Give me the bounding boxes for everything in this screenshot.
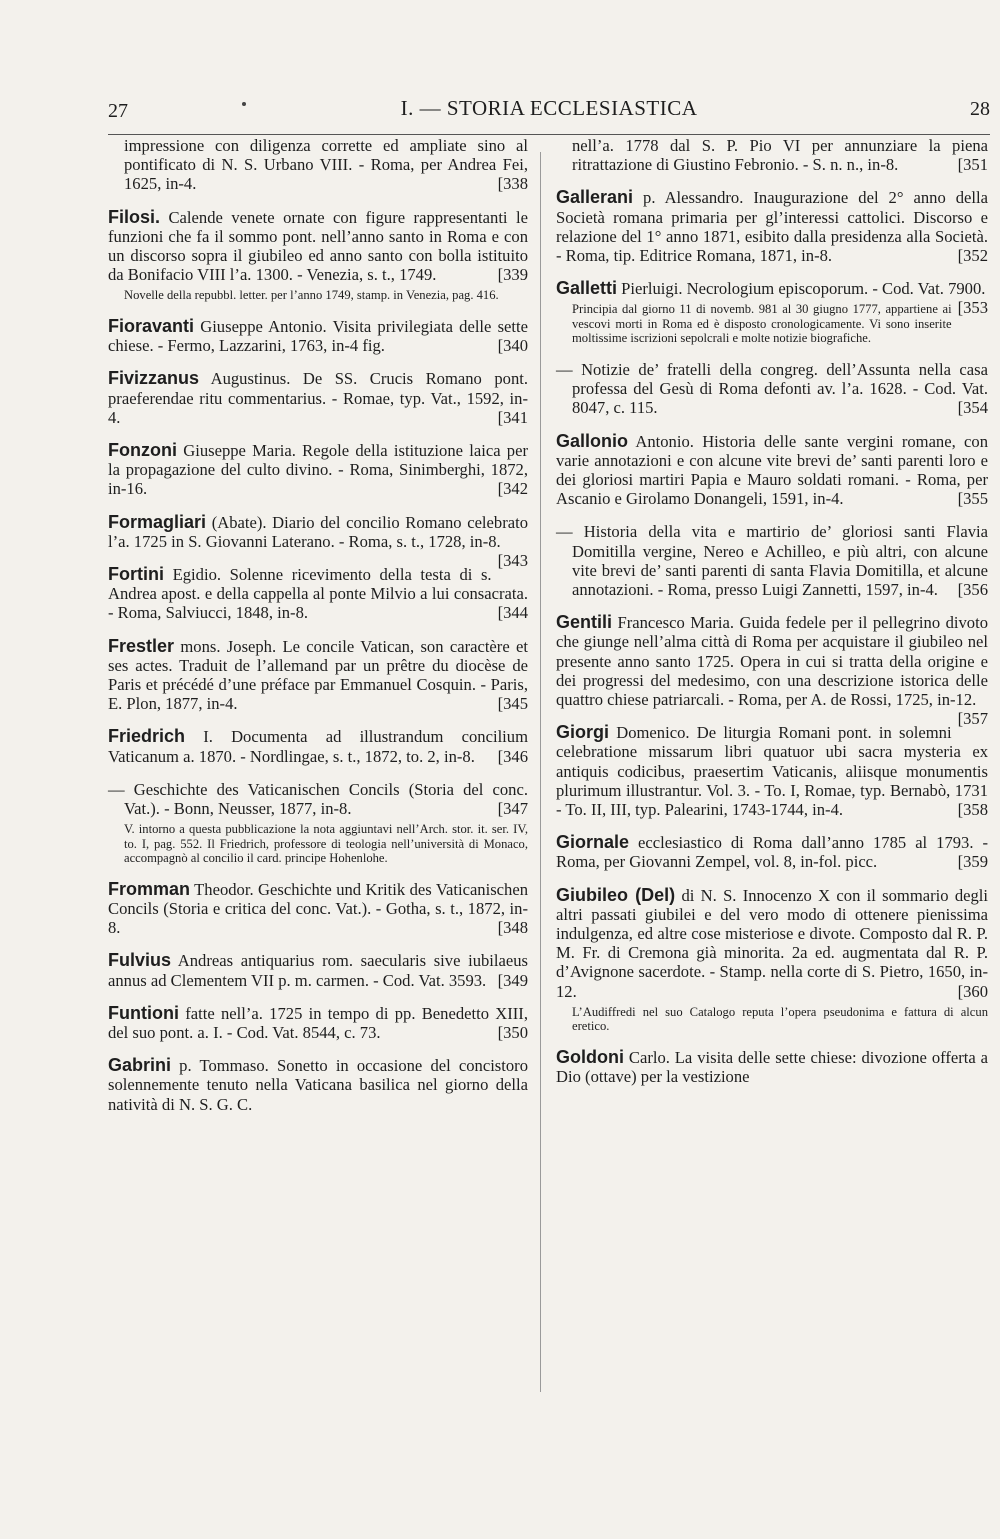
bibliography-entry bbox=[108, 136, 528, 194]
entry-number: [358 bbox=[957, 799, 988, 819]
bibliography-entry bbox=[556, 136, 988, 174]
header-rule bbox=[108, 134, 990, 135]
entry-text: fatte nell’a. 1725 in tempo di pp. Benedetto XIII, del suo pont. a. I. - Cod. Vat. 8544, c. 73. bbox=[108, 1003, 528, 1042]
entry-number: [357 bbox=[957, 709, 988, 729]
entry-text: Theodor. Geschichte und Kritik des Vaticanischen Concils (Storia e critica del conc. Vat.). - Gotha, s. t., 1872, in-8. bbox=[108, 879, 528, 938]
left-page-number: 27 bbox=[108, 100, 128, 122]
entry-number: [347 bbox=[497, 798, 528, 818]
bibliography-entry bbox=[108, 637, 528, 714]
entry-heading: Giubileo (Del) bbox=[556, 884, 676, 905]
entry-number: [359 bbox=[957, 852, 988, 872]
entry-footnote: Principia dal giorno 11 di novemb. 981 al 30 giugno 1777, appartiene ai vescovi morti in Roma ed è disposto cronologicamente. Vi sono inserite moltissime iscrizioni sepolcrali e molte notizie biografiche. bbox=[572, 302, 952, 346]
entry-heading: Giorgi bbox=[556, 722, 609, 743]
bibliography-entry bbox=[556, 278, 988, 318]
bibliography-entry bbox=[556, 833, 988, 871]
bibliography-entry bbox=[108, 441, 528, 499]
entry-number: [355 bbox=[957, 489, 988, 509]
entry-number: [339 bbox=[497, 265, 528, 285]
entry-heading: Galletti bbox=[556, 278, 618, 299]
bibliography-entry bbox=[556, 886, 988, 1001]
entry-text: Giuseppe Antonio. Visita privilegiata delle sette chiese. - Fermo, Lazzarini, 1763, in-4 fig. bbox=[108, 316, 528, 356]
entry-footnote: Novelle della repubbl. letter. per l’anno 1749, stamp. in Venezia, pag. 416. bbox=[124, 288, 499, 303]
section-title: I. — STORIA ECCLESIASTICA bbox=[400, 96, 698, 120]
entry-heading: Fromman bbox=[108, 878, 191, 899]
entry-heading: Giornale bbox=[556, 832, 630, 853]
entry-text: Egidio. Solenne ricevimento della testa di s. Andrea apost. e della cappella al ponte Milvio a lui consacrata. - Roma, Salviucci, 1848, in-8. bbox=[108, 564, 528, 623]
entry-heading: Fulvius bbox=[108, 950, 172, 971]
entry-text: Antonio. Historia delle sante vergini romane, con varie annotazioni e con alcune vite brevi de’ santi parenti loro e dei gloriosi martiri Papia e Mauro soldati romani. - Roma, per Ascanio e Girolamo Donangeli, 1591, in-4. bbox=[556, 431, 988, 509]
entry-heading: Goldoni bbox=[556, 1046, 624, 1067]
bibliography-entry bbox=[556, 188, 988, 265]
running-header bbox=[108, 92, 990, 132]
entry-heading: Formagliari bbox=[108, 511, 207, 532]
bibliography-entry bbox=[108, 880, 528, 938]
entry-text: I. Documenta ad illustrandum concilium Vaticanum a. 1870. - Nordlingae, s. t., 1872, to. 2, in-8. bbox=[108, 727, 528, 766]
bibliography-entry bbox=[108, 565, 528, 623]
entry-number: [354 bbox=[957, 398, 988, 418]
bibliography-entry bbox=[556, 1048, 988, 1086]
entry-text: — Historia della vita e martirio de’ gloriosi santi Flavia Domitilla vergine, Nereo e Achilleo, e più altri, con alcune vite brevi de’ santi parenti di santa Flavia Domitilla, et alcune annotazioni. - Roma, presso Luigi Zannetti, 1597, in-4. bbox=[556, 522, 988, 599]
entry-text: Andreas antiquarius rom. saecularis sive iubilaeus annus ad Clementem VII p. m. carmen. - Cod. Vat. 3593. bbox=[108, 951, 528, 990]
entry-heading: Fortini bbox=[108, 563, 164, 584]
entry-text: p. Tommaso. Sonetto in occasione del concistoro solennemente tenuto nella Vaticana basilica nel giorno della natività di N. S. G. C. bbox=[108, 1056, 528, 1114]
entry-text: impressione con diligenza corrette ed ampliate sino al pontificato di N. S. Urbano VIII. - Roma, per Andrea Fei, 1625, in-4. bbox=[124, 136, 528, 194]
entry-number: [352 bbox=[957, 246, 988, 266]
entry-heading: Gentili bbox=[556, 612, 613, 633]
entry-number: [344 bbox=[497, 603, 528, 623]
entry-heading: Fonzoni bbox=[108, 439, 177, 460]
entry-heading: Gabrini bbox=[108, 1055, 172, 1076]
entry-text: Pierluigi. Necrologium episcoporum. - Cod. Vat. 7900. bbox=[617, 279, 986, 299]
entry-heading: Fioravanti bbox=[108, 315, 195, 336]
entry-text: Domenico. De liturgia Romani pont. in solemni celebratione missarum libri quatuor ubi sacra mysteria ex antiquis codicibus, praesertim Vaticanis, aliisque monumentis plurimum illustrantur. Vol. 3. - To. I, Romae, typ. Bernabò, 1731 - To. II, III, typ. Palearini, 1743-1744, in-4. bbox=[556, 723, 988, 819]
entry-text: (Abate). Diario del concilio Romano celebrato l’a. 1725 in S. Giovanni Laterano. - Roma, s. t., 1728, in-8. bbox=[108, 512, 528, 551]
entry-heading: Frestler bbox=[108, 635, 175, 656]
entry-heading: Gallonio bbox=[556, 430, 628, 451]
right-page-number: 28 bbox=[970, 98, 990, 120]
bibliography-entry bbox=[556, 360, 988, 418]
entry-number: [353 bbox=[957, 298, 988, 318]
bibliography-entry bbox=[556, 723, 988, 819]
bibliography-entry bbox=[556, 522, 988, 599]
entry-text: di N. S. Innocenzo X con il sommario degli altri passati giubilei e del vero modo di ottenere pienissima indulgenza, ed altre cose misteriose e divote. Composto dal R. P. M. Fr. di Cremona già minorita. 2a ed. augmentata dal R. P. d’Avignone sacerdote. - Stamp. nella corte di S. Pietro, 1650, in-12. bbox=[556, 885, 989, 1001]
entry-number: [342 bbox=[497, 479, 528, 499]
entry-number: [348 bbox=[497, 918, 528, 938]
margin-dot bbox=[242, 102, 246, 106]
bibliography-entry bbox=[108, 317, 528, 355]
right-column bbox=[556, 136, 989, 1100]
entry-number: [349 bbox=[497, 970, 528, 990]
entry-text: Augustinus. De SS. Crucis Romano pont. praeferendae ritu commentarius. - Romae, typ. Vat., 1592, in-4. bbox=[108, 369, 528, 427]
entry-number: [351 bbox=[957, 155, 988, 175]
entry-text: nell’a. 1778 dal S. P. Pio VI per annunziare la piena ritrattazione di Giustino Febronio. - S. n. n., in-8. bbox=[572, 136, 988, 175]
entry-number: [345 bbox=[497, 694, 528, 714]
left-column bbox=[108, 136, 528, 1128]
bibliography-entry bbox=[108, 1004, 528, 1042]
bibliography-entry bbox=[556, 612, 988, 729]
entry-heading: Fivizzanus bbox=[108, 368, 200, 389]
bibliography-entry bbox=[108, 951, 528, 989]
entry-heading: Funtioni bbox=[108, 1002, 179, 1023]
entry-number: [350 bbox=[497, 1022, 528, 1042]
entry-number: [343 bbox=[497, 550, 528, 570]
bibliography-entry bbox=[108, 1056, 528, 1114]
bibliography-entry bbox=[108, 369, 528, 427]
entry-text: ecclesiastico di Roma dall’anno 1785 al 1793. - Roma, per Giovanni Zempel, vol. 8, in-fol. picc. bbox=[556, 833, 988, 872]
column-divider bbox=[540, 152, 541, 1392]
bibliography-entry bbox=[556, 432, 988, 509]
entry-heading: Filosi. bbox=[108, 206, 161, 227]
entry-heading: Gallerani bbox=[556, 187, 634, 208]
entry-text: mons. Joseph. Le concile Vatican, son caractère et ses actes. Traduit de l’allemand par un prêtre du diocèse de Paris et précédé d’une préface par Emmanuel Cosquin. - Paris, E. Plon, 1877, in-4. bbox=[108, 636, 528, 714]
entry-footnote: V. intorno a questa pubblicazione la nota aggiuntavi nell’Arch. stor. it. ser. IV, to. I, pag. 552. Il Friedrich, professore di teologia nell’università di Monaco, accompagnò al concilio il card. principe Hohenlohe. bbox=[124, 822, 528, 866]
entry-text: Francesco Maria. Guida fedele per il pellegrino divoto che giunge nell’alma città di Roma per acquistare il giubileo nel presente anno santo 1725. Opera in cui si tratta della origine e dei progressi del medesimo, con una descrizione istorica delle quattro chiese patriarcali. - Roma, per A. de Rossi, 1725, in-12. bbox=[556, 613, 988, 709]
entry-text: Calende venete ornate con figure rappresentanti le funzioni che fa il sommo pont. nell’anno santo in Roma e con un discorso sopra il giubileo ed anno santo con bolla istituito da Bonifacio VIII l’a. 1300. - Venezia, s. t., 1749. bbox=[108, 207, 528, 285]
bibliography-entry bbox=[108, 511, 528, 570]
entry-text: — Notizie de’ fratelli della congreg. dell’Assunta nella casa professa del Gesù di Roma defonti av. l’a. 1628. - Cod. Vat. 8047, c. 115. bbox=[556, 359, 988, 418]
entry-number: [360 bbox=[957, 981, 988, 1001]
entry-text: — Geschichte des Vaticanischen Concils (Storia del conc. Vat.). - Bonn, Neusser, 1877, in-8. bbox=[108, 779, 528, 818]
entry-number: [341 bbox=[497, 407, 528, 427]
bibliography-entry bbox=[108, 208, 528, 285]
entry-footnote: L’Audiffredi nel suo Catalogo reputa l’opera pseudonima e fattura di alcun eretico. bbox=[572, 1004, 988, 1034]
entry-number: [346 bbox=[497, 746, 528, 766]
entry-text: p. Alessandro. Inaugurazione del 2° anno della Società romana primaria per gl’interessi cattolici. Discorso e relazione del 1° anno 1871, esibito dalla presidenza alla Società. - Roma, tip. Editrice Romana, 1871, in-8. bbox=[556, 188, 988, 266]
bibliography-entry bbox=[108, 727, 528, 765]
entry-number: [340 bbox=[497, 336, 528, 356]
bibliography-entry bbox=[108, 780, 528, 818]
entry-number: [338 bbox=[497, 174, 528, 194]
entry-number: [356 bbox=[957, 579, 988, 599]
entry-text: Carlo. La visita delle sette chiese: divozione offerta a Dio (ottave) per la vestizione bbox=[556, 1047, 988, 1087]
entry-text: Giuseppe Maria. Regole della istituzione laica per la propagazione del culto divino. - Roma, Sinimberghi, 1872, in-16. bbox=[108, 440, 528, 499]
entry-heading: Friedrich bbox=[108, 726, 186, 747]
